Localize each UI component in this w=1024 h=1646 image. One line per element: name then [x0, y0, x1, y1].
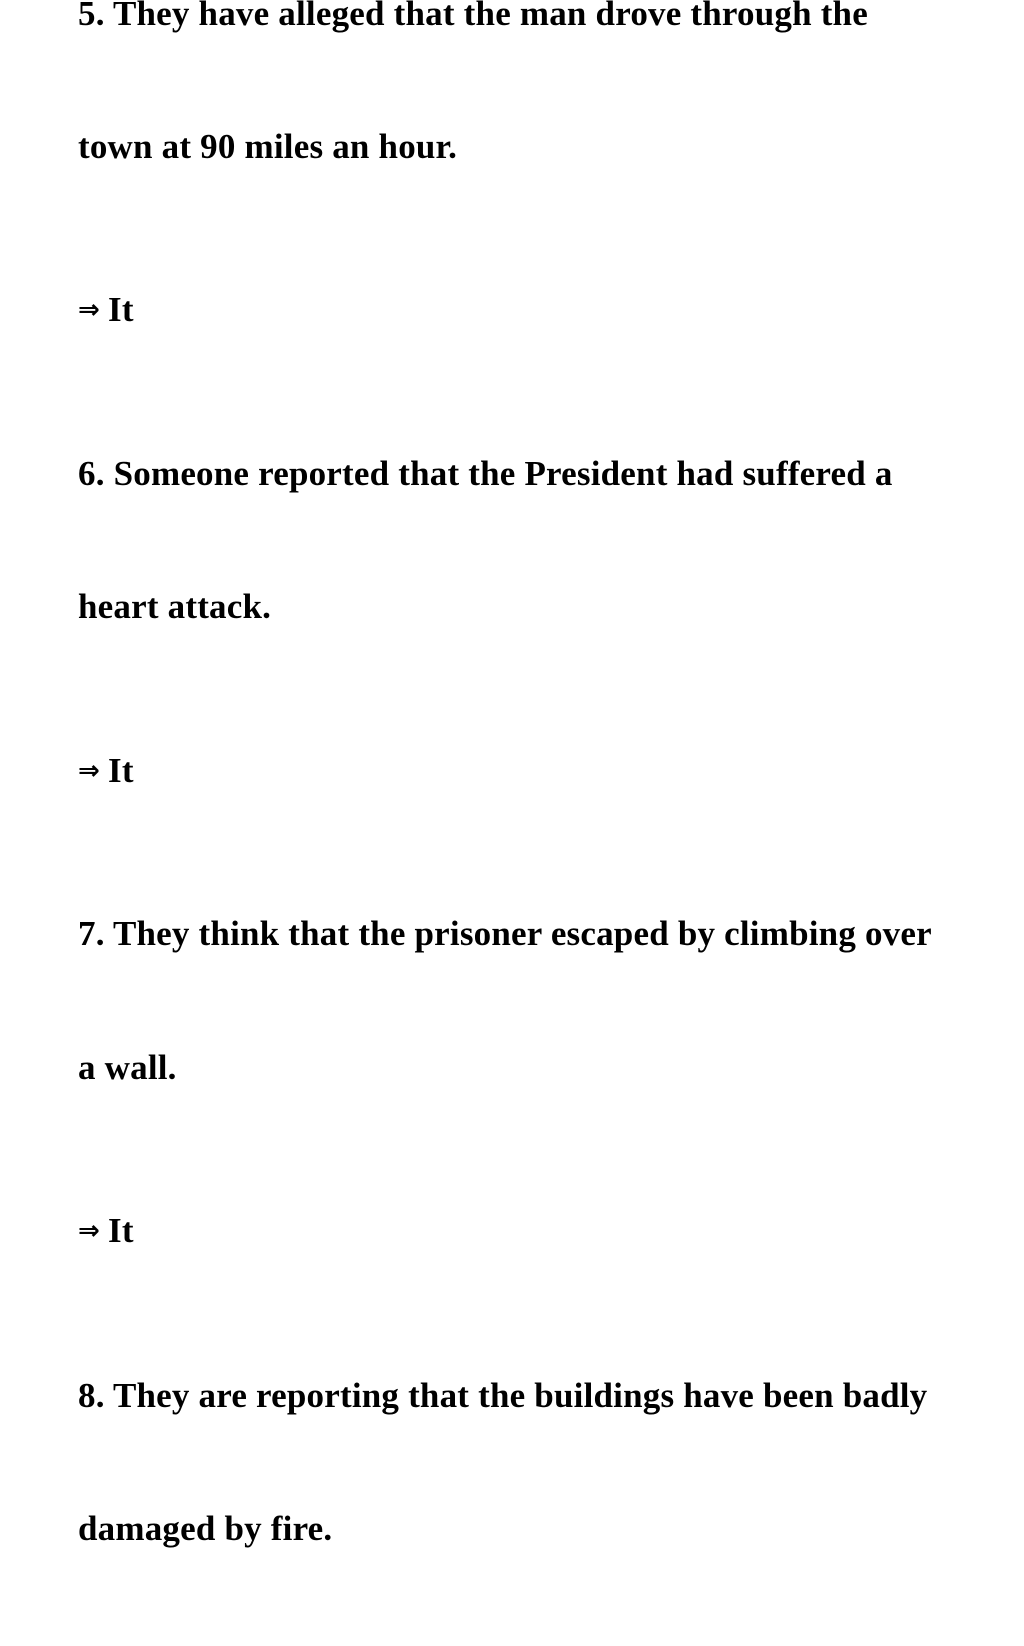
exercise-8-line-1: 8. They are reporting that the buildings have been badly — [78, 1376, 928, 1415]
exercise-8-line-2: damaged by fire. — [78, 1509, 333, 1548]
exercise-7-answer — [78, 1211, 134, 1251]
exercise-5-answer — [78, 290, 134, 330]
answer-prefix: It — [108, 751, 134, 790]
exercise-5-line-2: town at 90 miles an hour. — [78, 127, 458, 166]
rightwards-double-arrow-icon: ⇒ — [78, 756, 100, 786]
exercise-5-line-1: 5. They have alleged that the man drove through the — [78, 0, 868, 33]
exercise-7-line-1: 7. They think that the prisoner escaped by climbing over — [78, 914, 932, 953]
exercise-6-answer — [78, 751, 134, 791]
exercise-6-line-1: 6. Someone reported that the President had suffered a — [78, 454, 893, 493]
exercise-7-line-2: a wall. — [78, 1048, 177, 1087]
rightwards-double-arrow-icon: ⇒ — [78, 295, 100, 325]
answer-prefix: It — [108, 1211, 134, 1250]
rightwards-double-arrow-icon: ⇒ — [78, 1216, 100, 1246]
answer-prefix: It — [108, 290, 134, 329]
exercise-6-line-2: heart attack. — [78, 587, 272, 626]
